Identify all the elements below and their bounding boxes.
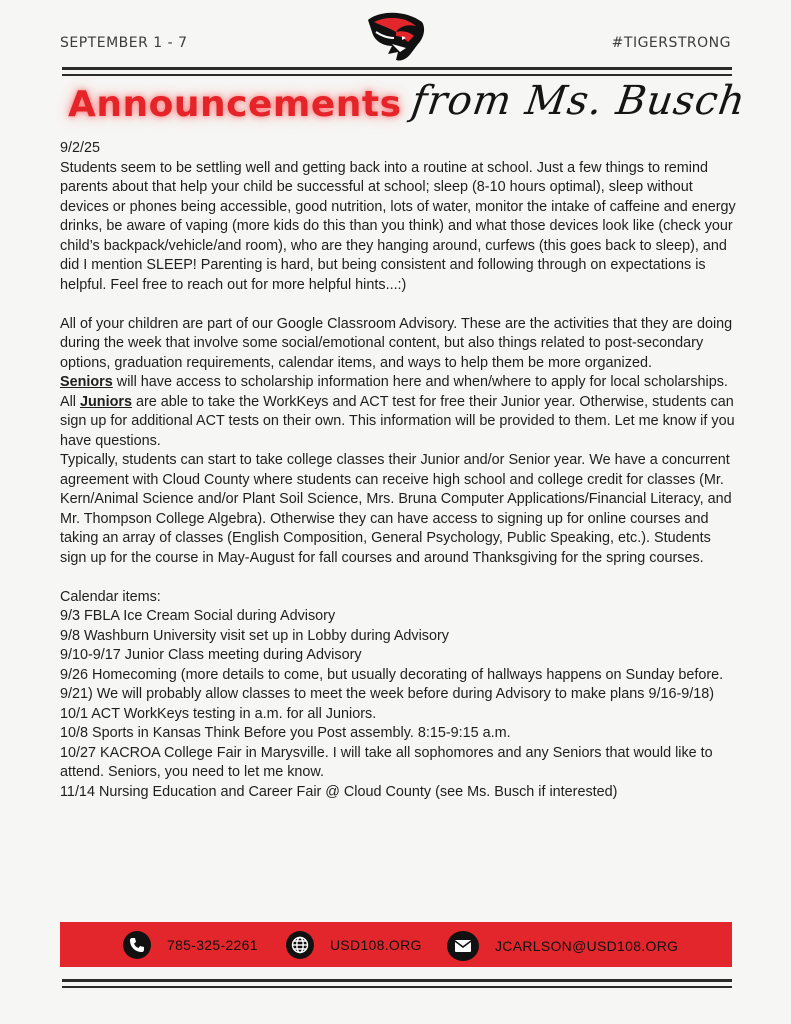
seniors-label: Seniors	[60, 374, 113, 390]
seniors-paragraph	[60, 373, 740, 393]
tiger-head-icon	[362, 8, 430, 64]
intro-paragraph: Students seem to be settling well and getting back into a routine at school. Just a few things to remind parents about that help your child be successful at school; sleep (8-10 hours optimal), sleep without devices or phones being accessible, good nutrition, lots of water, monitor the intake of caffeine and energy drinks, be aware of vaping (more kids do this than you think) and what those devices look like (check your child’s backpack/vehicle/and room), who are they hanging around, curfews (this goes back to sleep), and did I mention SLEEP! Parenting is hard, but being consistent and following through on expectations is helpful. Feel free to reach out for more helpful hints...:)	[60, 159, 736, 293]
calendar-item: 9/26 Homecoming (more details to come, but usually decorating of hallways happens on Sunday before. 9/21) We will probably allow classes to meet the week before during Advisory to make plans 9/16-9/18)	[60, 666, 724, 702]
phone-contact[interactable]	[123, 931, 258, 959]
announcement-body	[60, 139, 740, 802]
phone-icon	[123, 931, 151, 959]
juniors-paragraph	[60, 393, 740, 452]
calendar-heading: Calendar items:	[60, 588, 161, 605]
calendar-item: 10/27 KACROA College Fair in Marysville. I will take all sophomores and any Seniors that would like to attend. Seniors, you need to let me know.	[60, 744, 713, 780]
juniors-text: are able to take the WorkKeys and ACT test for free their Junior year. Otherwise, students can sign up for additional ACT tests on their own. This information will be provided to them. Let me know if you have questions.	[60, 393, 735, 449]
page-subtitle-signature: from Ms. Busch	[408, 78, 749, 124]
college-paragraph: Typically, students can start to take college classes their Junior and/or Senior year. We have a concurrent agreement with Cloud County where students can receive high school and college credit for classes (Mr. Kern/Animal Science and/or Plant Soil Science, Mrs. Bruna Computer Applications/Financial Literacy, and Mr. Thompson College Algebra). Otherwise they can have access to signing up for online courses and taking an array of classes (English Composition, General Psychology, Public Speaking, etc.). Students sign up for the course in May-August for fall courses and around Thanksgiving for the spring courses.	[60, 452, 732, 566]
mail-icon	[447, 931, 479, 961]
calendar-item: 10/8 Sports in Kansas Think Before you Post assembly. 8:15-9:15 a.m.	[60, 725, 511, 741]
juniors-label: Juniors	[80, 393, 132, 410]
calendar-item: 9/8 Washburn University visit set up in Lobby during Advisory	[60, 627, 449, 644]
email-contact[interactable]	[447, 931, 678, 961]
calendar-item: 11/14 Nursing Education and Career Fair @ Cloud County (see Ms. Busch if interested)	[60, 783, 618, 800]
hashtag: #TIGERSTRONG	[611, 35, 731, 51]
juniors-prefix: All	[60, 393, 80, 410]
website-url: USD108.ORG	[330, 937, 422, 953]
phone-number: 785-325-2261	[167, 937, 258, 953]
date-range: SEPTEMBER 1 - 7	[60, 35, 188, 51]
calendar-item: 9/10-9/17 Junior Class meeting during Advisory	[60, 647, 362, 663]
website-contact[interactable]	[286, 931, 422, 959]
header-rule	[62, 67, 732, 76]
announcement-date: 9/2/25	[60, 140, 101, 156]
calendar-item: 10/1 ACT WorkKeys testing in a.m. for all Juniors.	[60, 705, 377, 722]
email-address: JCARLSON@USD108.ORG	[495, 938, 679, 954]
advisory-paragraph: All of your children are part of our Google Classroom Advisory. These are the activities that they are doing during the week that involve some social/emotional content, but also things related to post-secondary options, graduation requirements, calendar items, and ways to help them be more organized.	[60, 315, 733, 371]
contact-bar	[60, 922, 732, 967]
calendar-item: 9/3 FBLA Ice Cream Social during Advisory	[60, 608, 336, 624]
seniors-text: will have access to scholarship information here and when/where to apply for local scholarships.	[112, 374, 728, 390]
page-title: Announcements	[68, 84, 402, 125]
globe-icon	[286, 931, 314, 959]
footer-rule	[62, 979, 732, 988]
